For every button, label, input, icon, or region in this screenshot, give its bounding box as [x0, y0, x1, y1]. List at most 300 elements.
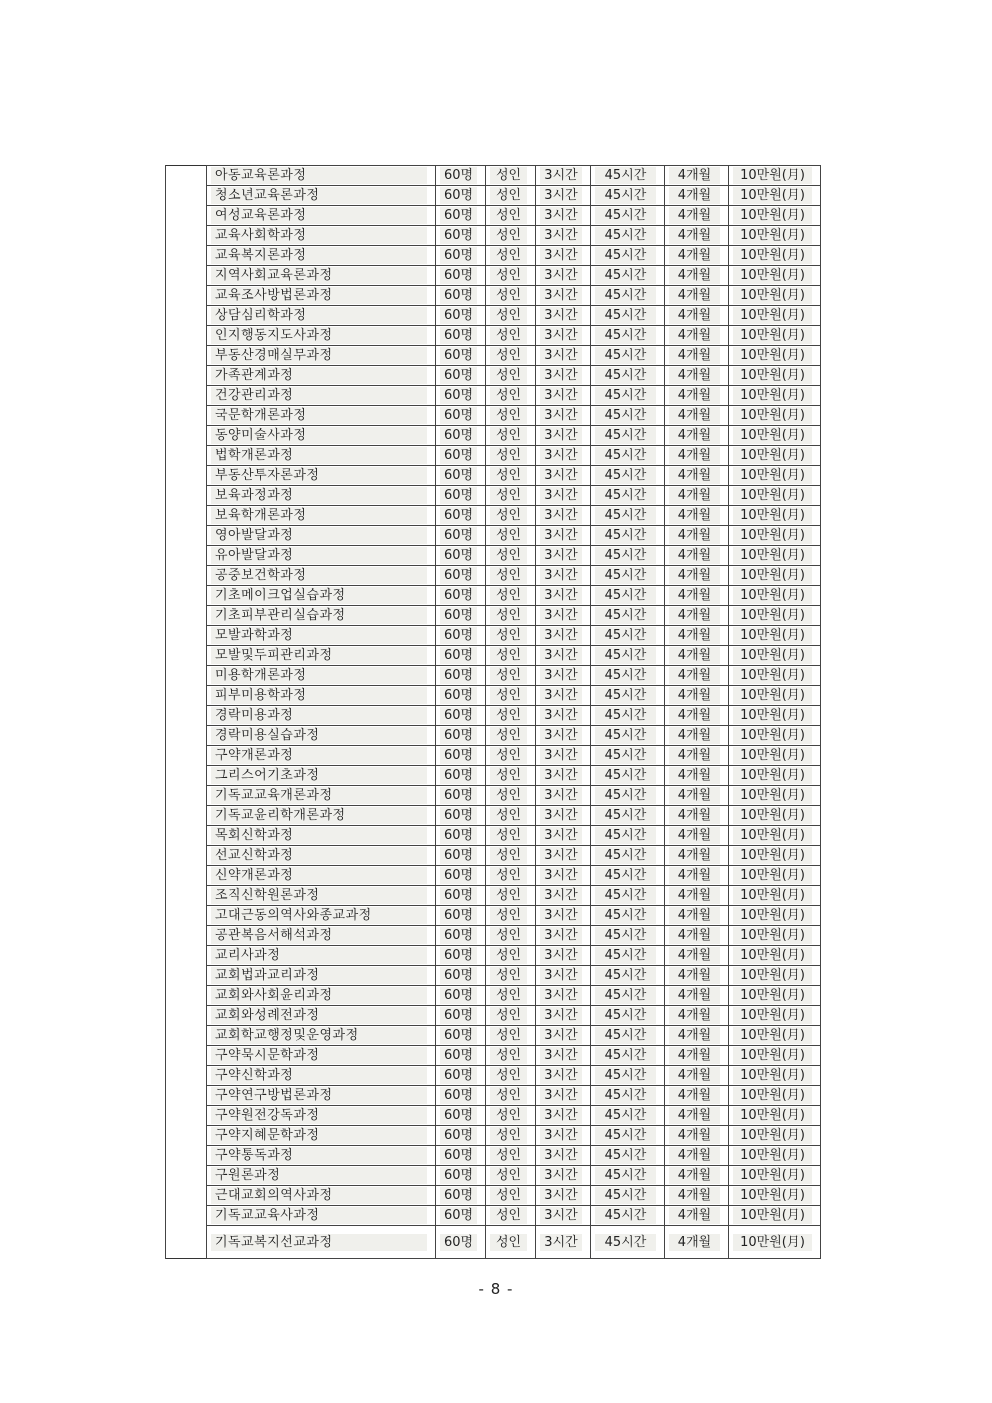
capacity-cell	[436, 1186, 486, 1206]
fee: 10만원(月)	[733, 927, 812, 944]
capacity: 60명	[440, 967, 477, 984]
course-name: 모발과학과정	[211, 627, 427, 644]
fee: 10만원(月)	[733, 627, 812, 644]
total-hours: 45시간	[595, 947, 656, 964]
table-row	[166, 606, 821, 626]
total-hours-cell	[591, 326, 665, 346]
total-hours: 45시간	[595, 447, 656, 464]
course-name-cell	[207, 786, 436, 806]
capacity-cell	[436, 646, 486, 666]
target: 성인	[490, 1207, 527, 1224]
fee-cell	[729, 1026, 821, 1046]
capacity: 60명	[440, 1087, 477, 1104]
capacity-cell	[436, 526, 486, 546]
capacity: 60명	[440, 367, 477, 384]
course-name: 기독교교육개론과정	[211, 787, 427, 804]
capacity-cell	[436, 1046, 486, 1066]
capacity: 60명	[440, 447, 477, 464]
session-hours: 3시간	[540, 287, 582, 304]
total-hours: 45시간	[595, 1087, 656, 1104]
duration: 4개월	[669, 247, 720, 264]
duration-cell	[665, 686, 729, 706]
target: 성인	[490, 527, 527, 544]
session-hours: 3시간	[540, 1167, 582, 1184]
duration-cell	[665, 226, 729, 246]
total-hours: 45시간	[595, 1187, 656, 1204]
session-hours: 3시간	[540, 887, 582, 904]
course-name: 공중보건학과정	[211, 567, 427, 584]
fee-cell	[729, 266, 821, 286]
target: 성인	[490, 307, 527, 324]
capacity-cell	[436, 1166, 486, 1186]
course-name-cell	[207, 546, 436, 566]
target-cell	[486, 1226, 536, 1259]
capacity-cell	[436, 226, 486, 246]
capacity-cell	[436, 786, 486, 806]
fee: 10만원(月)	[733, 227, 812, 244]
session-hours-cell	[536, 1066, 591, 1086]
total-hours: 45시간	[595, 967, 656, 984]
duration-cell	[665, 406, 729, 426]
total-hours-cell	[591, 506, 665, 526]
duration-cell	[665, 626, 729, 646]
fee: 10만원(月)	[733, 1047, 812, 1064]
target-cell	[486, 586, 536, 606]
target: 성인	[490, 927, 527, 944]
course-name: 보육과정과정	[211, 487, 427, 504]
course-name-cell	[207, 526, 436, 546]
fee: 10만원(月)	[733, 727, 812, 744]
total-hours-cell	[591, 1166, 665, 1186]
target: 성인	[490, 247, 527, 264]
duration-cell	[665, 906, 729, 926]
fee: 10만원(月)	[733, 1067, 812, 1084]
capacity: 60명	[440, 867, 477, 884]
table-row	[166, 286, 821, 306]
target: 성인	[490, 767, 527, 784]
session-hours: 3시간	[540, 487, 582, 504]
table-row	[166, 1166, 821, 1186]
session-hours-cell	[536, 666, 591, 686]
total-hours: 45시간	[595, 427, 656, 444]
target: 성인	[490, 747, 527, 764]
capacity: 60명	[440, 747, 477, 764]
fee: 10만원(月)	[733, 387, 812, 404]
capacity-cell	[436, 966, 486, 986]
table-row	[166, 1086, 821, 1106]
target-cell	[486, 1046, 536, 1066]
course-name-cell	[207, 346, 436, 366]
duration: 4개월	[669, 1067, 720, 1084]
course-name-cell	[207, 666, 436, 686]
duration-cell	[665, 366, 729, 386]
duration-cell	[665, 386, 729, 406]
capacity: 60명	[440, 167, 477, 184]
duration-cell	[665, 1086, 729, 1106]
fee: 10만원(月)	[733, 847, 812, 864]
course-name: 근대교회의역사과정	[211, 1187, 427, 1204]
target-cell	[486, 846, 536, 866]
target: 성인	[490, 847, 527, 864]
category-cell	[166, 866, 207, 886]
total-hours-cell	[591, 526, 665, 546]
target: 성인	[490, 1107, 527, 1124]
capacity: 60명	[440, 347, 477, 364]
course-name-cell	[207, 846, 436, 866]
fee: 10만원(月)	[733, 567, 812, 584]
fee-cell	[729, 866, 821, 886]
fee-cell	[729, 166, 821, 186]
table-row	[166, 1026, 821, 1046]
total-hours-cell	[591, 286, 665, 306]
fee-cell	[729, 446, 821, 466]
session-hours-cell	[536, 1166, 591, 1186]
table-row	[166, 726, 821, 746]
target-cell	[486, 566, 536, 586]
target: 성인	[490, 207, 527, 224]
total-hours: 45시간	[595, 587, 656, 604]
duration: 4개월	[669, 1007, 720, 1024]
session-hours-cell	[536, 306, 591, 326]
course-name: 기독교교육사과정	[211, 1207, 427, 1224]
duration-cell	[665, 1206, 729, 1226]
total-hours-cell	[591, 726, 665, 746]
duration-cell	[665, 1006, 729, 1026]
total-hours-cell	[591, 646, 665, 666]
table-row	[166, 546, 821, 566]
course-name-cell	[207, 486, 436, 506]
course-name: 경락미용과정	[211, 707, 427, 724]
session-hours: 3시간	[540, 387, 582, 404]
total-hours: 45시간	[595, 1167, 656, 1184]
course-name-cell	[207, 1226, 436, 1259]
total-hours: 45시간	[595, 607, 656, 624]
fee: 10만원(月)	[733, 767, 812, 784]
table-row	[166, 466, 821, 486]
total-hours: 45시간	[595, 687, 656, 704]
target-cell	[486, 826, 536, 846]
target-cell	[486, 726, 536, 746]
target: 성인	[490, 187, 527, 204]
table-row	[166, 1126, 821, 1146]
capacity: 60명	[440, 467, 477, 484]
target-cell	[486, 526, 536, 546]
table-row	[166, 1006, 821, 1026]
target-cell	[486, 1066, 536, 1086]
course-name-cell	[207, 1146, 436, 1166]
total-hours: 45시간	[595, 867, 656, 884]
target: 성인	[490, 267, 527, 284]
session-hours: 3시간	[540, 1207, 582, 1224]
capacity-cell	[436, 706, 486, 726]
session-hours-cell	[536, 1146, 591, 1166]
course-name-cell	[207, 986, 436, 1006]
target-cell	[486, 506, 536, 526]
total-hours-cell	[591, 486, 665, 506]
table-row	[166, 766, 821, 786]
capacity: 60명	[440, 507, 477, 524]
target-cell	[486, 486, 536, 506]
total-hours: 45시간	[595, 787, 656, 804]
fee: 10만원(月)	[733, 647, 812, 664]
session-hours-cell	[536, 286, 591, 306]
duration-cell	[665, 166, 729, 186]
capacity-cell	[436, 986, 486, 1006]
session-hours: 3시간	[540, 507, 582, 524]
fee-cell	[729, 186, 821, 206]
total-hours: 45시간	[595, 387, 656, 404]
duration: 4개월	[669, 347, 720, 364]
category-cell	[166, 886, 207, 906]
fee: 10만원(月)	[733, 407, 812, 424]
total-hours: 45시간	[595, 1147, 656, 1164]
duration: 4개월	[669, 407, 720, 424]
duration: 4개월	[669, 267, 720, 284]
duration-cell	[665, 886, 729, 906]
session-hours: 3시간	[540, 707, 582, 724]
capacity: 60명	[440, 287, 477, 304]
session-hours-cell	[536, 926, 591, 946]
fee: 10만원(月)	[733, 507, 812, 524]
course-name-cell	[207, 1186, 436, 1206]
category-cell	[166, 1166, 207, 1186]
course-name: 아동교육론과정	[211, 167, 427, 184]
target: 성인	[490, 287, 527, 304]
session-hours: 3시간	[540, 247, 582, 264]
course-name-cell	[207, 326, 436, 346]
capacity-cell	[436, 386, 486, 406]
capacity-cell	[436, 926, 486, 946]
duration-cell	[665, 846, 729, 866]
capacity: 60명	[440, 207, 477, 224]
fee-cell	[729, 686, 821, 706]
course-name-cell	[207, 1066, 436, 1086]
course-name-cell	[207, 766, 436, 786]
category-cell	[166, 786, 207, 806]
course-name: 경락미용실습과정	[211, 727, 427, 744]
fee: 10만원(月)	[733, 1234, 812, 1251]
capacity: 60명	[440, 627, 477, 644]
category-cell	[166, 826, 207, 846]
target: 성인	[490, 707, 527, 724]
total-hours-cell	[591, 586, 665, 606]
fee: 10만원(月)	[733, 547, 812, 564]
total-hours-cell	[591, 386, 665, 406]
session-hours-cell	[536, 766, 591, 786]
course-name: 교회와성례전과정	[211, 1007, 427, 1024]
target-cell	[486, 986, 536, 1006]
target-cell	[486, 706, 536, 726]
target-cell	[486, 1106, 536, 1126]
category-cell	[166, 1206, 207, 1226]
total-hours: 45시간	[595, 887, 656, 904]
target-cell	[486, 606, 536, 626]
session-hours: 3시간	[540, 347, 582, 364]
session-hours-cell	[536, 326, 591, 346]
fee-cell	[729, 786, 821, 806]
session-hours: 3시간	[540, 1147, 582, 1164]
duration: 4개월	[669, 227, 720, 244]
duration: 4개월	[669, 667, 720, 684]
target-cell	[486, 746, 536, 766]
fee-cell	[729, 1226, 821, 1259]
session-hours: 3시간	[540, 1067, 582, 1084]
fee-cell	[729, 306, 821, 326]
target-cell	[486, 766, 536, 786]
duration-cell	[665, 486, 729, 506]
course-name: 교회학교행정및운영과정	[211, 1027, 427, 1044]
category-cell	[166, 906, 207, 926]
target: 성인	[490, 1067, 527, 1084]
session-hours: 3시간	[540, 927, 582, 944]
fee-cell	[729, 1166, 821, 1186]
total-hours-cell	[591, 926, 665, 946]
target: 성인	[490, 987, 527, 1004]
course-name: 피부미용학과정	[211, 687, 427, 704]
table-row	[166, 706, 821, 726]
capacity-cell	[436, 406, 486, 426]
table-row	[166, 566, 821, 586]
category-cell	[166, 1226, 207, 1259]
target: 성인	[490, 807, 527, 824]
total-hours-cell	[591, 826, 665, 846]
fee: 10만원(月)	[733, 527, 812, 544]
session-hours-cell	[536, 506, 591, 526]
duration-cell	[665, 446, 729, 466]
total-hours-cell	[591, 166, 665, 186]
category-cell	[166, 246, 207, 266]
target-cell	[486, 1126, 536, 1146]
target-cell	[486, 406, 536, 426]
total-hours-cell	[591, 1106, 665, 1126]
target-cell	[486, 866, 536, 886]
course-name: 신약개론과정	[211, 867, 427, 884]
table-row	[166, 1206, 821, 1226]
session-hours: 3시간	[540, 847, 582, 864]
target-cell	[486, 466, 536, 486]
fee-cell	[729, 586, 821, 606]
total-hours: 45시간	[595, 747, 656, 764]
capacity: 60명	[440, 667, 477, 684]
session-hours-cell	[536, 1126, 591, 1146]
capacity: 60명	[440, 587, 477, 604]
duration: 4개월	[669, 907, 720, 924]
table-row	[166, 186, 821, 206]
fee: 10만원(月)	[733, 807, 812, 824]
duration: 4개월	[669, 1027, 720, 1044]
total-hours-cell	[591, 1066, 665, 1086]
category-cell	[166, 846, 207, 866]
course-name: 조직신학원론과정	[211, 887, 427, 904]
category-cell	[166, 186, 207, 206]
target: 성인	[490, 487, 527, 504]
fee: 10만원(月)	[733, 287, 812, 304]
fee: 10만원(月)	[733, 827, 812, 844]
total-hours-cell	[591, 366, 665, 386]
duration: 4개월	[669, 887, 720, 904]
session-hours: 3시간	[540, 427, 582, 444]
course-name-cell	[207, 906, 436, 926]
fee-cell	[729, 206, 821, 226]
capacity-cell	[436, 626, 486, 646]
session-hours: 3시간	[540, 267, 582, 284]
fee: 10만원(月)	[733, 987, 812, 1004]
session-hours: 3시간	[540, 1107, 582, 1124]
total-hours: 45시간	[595, 207, 656, 224]
course-name-cell	[207, 506, 436, 526]
duration: 4개월	[669, 947, 720, 964]
session-hours-cell	[536, 1046, 591, 1066]
course-name-cell	[207, 226, 436, 246]
course-name: 그리스어기초과정	[211, 767, 427, 784]
total-hours-cell	[591, 466, 665, 486]
session-hours: 3시간	[540, 867, 582, 884]
capacity-cell	[436, 686, 486, 706]
fee: 10만원(月)	[733, 707, 812, 724]
session-hours: 3시간	[540, 207, 582, 224]
session-hours-cell	[536, 586, 591, 606]
fee-cell	[729, 1106, 821, 1126]
session-hours-cell	[536, 526, 591, 546]
duration-cell	[665, 1166, 729, 1186]
fee-cell	[729, 526, 821, 546]
capacity: 60명	[440, 1047, 477, 1064]
capacity: 60명	[440, 947, 477, 964]
capacity-cell	[436, 506, 486, 526]
duration: 4개월	[669, 1107, 720, 1124]
category-cell	[166, 226, 207, 246]
course-name-cell	[207, 286, 436, 306]
capacity: 60명	[440, 307, 477, 324]
target: 성인	[490, 1234, 527, 1251]
duration-cell	[665, 306, 729, 326]
fee: 10만원(月)	[733, 687, 812, 704]
category-cell	[166, 546, 207, 566]
target: 성인	[490, 787, 527, 804]
total-hours: 45시간	[595, 1127, 656, 1144]
target-cell	[486, 386, 536, 406]
course-name: 구약연구방법론과정	[211, 1087, 427, 1104]
capacity: 60명	[440, 247, 477, 264]
course-name: 건강관리과정	[211, 387, 427, 404]
session-hours: 3시간	[540, 767, 582, 784]
total-hours-cell	[591, 786, 665, 806]
total-hours-cell	[591, 746, 665, 766]
target-cell	[486, 786, 536, 806]
fee: 10만원(月)	[733, 1207, 812, 1224]
total-hours-cell	[591, 626, 665, 646]
target-cell	[486, 366, 536, 386]
total-hours: 45시간	[595, 1027, 656, 1044]
course-name-cell	[207, 406, 436, 426]
table-row	[166, 926, 821, 946]
session-hours-cell	[536, 466, 591, 486]
total-hours: 45시간	[595, 247, 656, 264]
fee-cell	[729, 986, 821, 1006]
fee-cell	[729, 406, 821, 426]
duration: 4개월	[669, 207, 720, 224]
capacity: 60명	[440, 1207, 477, 1224]
duration: 4개월	[669, 867, 720, 884]
fee: 10만원(月)	[733, 1087, 812, 1104]
target: 성인	[490, 667, 527, 684]
capacity: 60명	[440, 707, 477, 724]
session-hours: 3시간	[540, 627, 582, 644]
fee: 10만원(月)	[733, 307, 812, 324]
duration: 4개월	[669, 447, 720, 464]
total-hours: 45시간	[595, 1207, 656, 1224]
fee: 10만원(月)	[733, 467, 812, 484]
